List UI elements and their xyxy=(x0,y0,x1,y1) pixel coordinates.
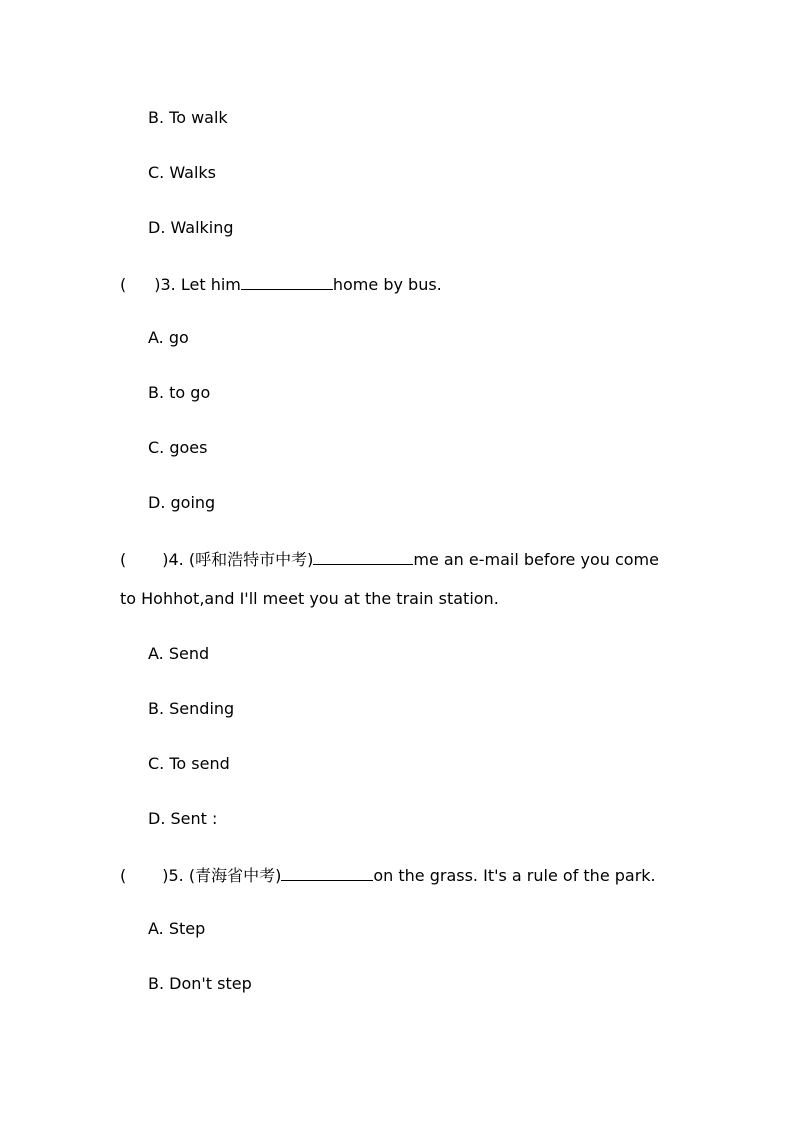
question-number: 5. xyxy=(168,866,184,885)
q4-option-a: A. Send xyxy=(148,644,210,663)
question-number: 3. xyxy=(160,275,176,294)
question-text-after: home by bus. xyxy=(332,275,442,294)
answer-blank xyxy=(241,273,333,290)
question-4-continuation: to Hohhot,and I'll meet you at the train station. xyxy=(120,589,499,608)
question-text-after: me an e-mail before you come xyxy=(413,550,659,569)
q3-option-c: C. goes xyxy=(148,438,208,457)
q3-option-a: A. go xyxy=(148,328,189,347)
answer-paren-close: ) xyxy=(162,550,169,569)
question-number: 4. xyxy=(168,550,184,569)
q4-option-b: B. Sending xyxy=(148,699,235,718)
q2-option-d: D. Walking xyxy=(148,218,234,237)
question-text-before: Let him xyxy=(180,275,241,294)
q4-option-c: C. To send xyxy=(148,754,230,773)
question-3 xyxy=(120,273,442,295)
question-5 xyxy=(120,864,656,886)
q3-option-d: D. going xyxy=(148,493,216,512)
q3-option-b: B. to go xyxy=(148,383,211,402)
answer-paren-open: ( xyxy=(120,550,127,569)
answer-paren-open: ( xyxy=(120,275,127,294)
q4-option-d: D. Sent : xyxy=(148,809,218,828)
answer-paren-open: ( xyxy=(120,866,127,885)
question-source: (呼和浩特市中考) xyxy=(188,550,314,569)
question-4 xyxy=(120,548,659,570)
answer-blank xyxy=(281,864,373,881)
q5-option-b: B. Don't step xyxy=(148,974,252,993)
q2-option-b: B. To walk xyxy=(148,108,228,127)
answer-blank xyxy=(313,548,413,565)
q2-option-c: C. Walks xyxy=(148,163,216,182)
answer-paren-close: ) xyxy=(162,866,169,885)
question-source: (青海省中考) xyxy=(188,866,282,885)
question-text-after: on the grass. It's a rule of the park. xyxy=(373,866,656,885)
q5-option-a: A. Step xyxy=(148,919,206,938)
answer-paren-close: ) xyxy=(154,275,161,294)
